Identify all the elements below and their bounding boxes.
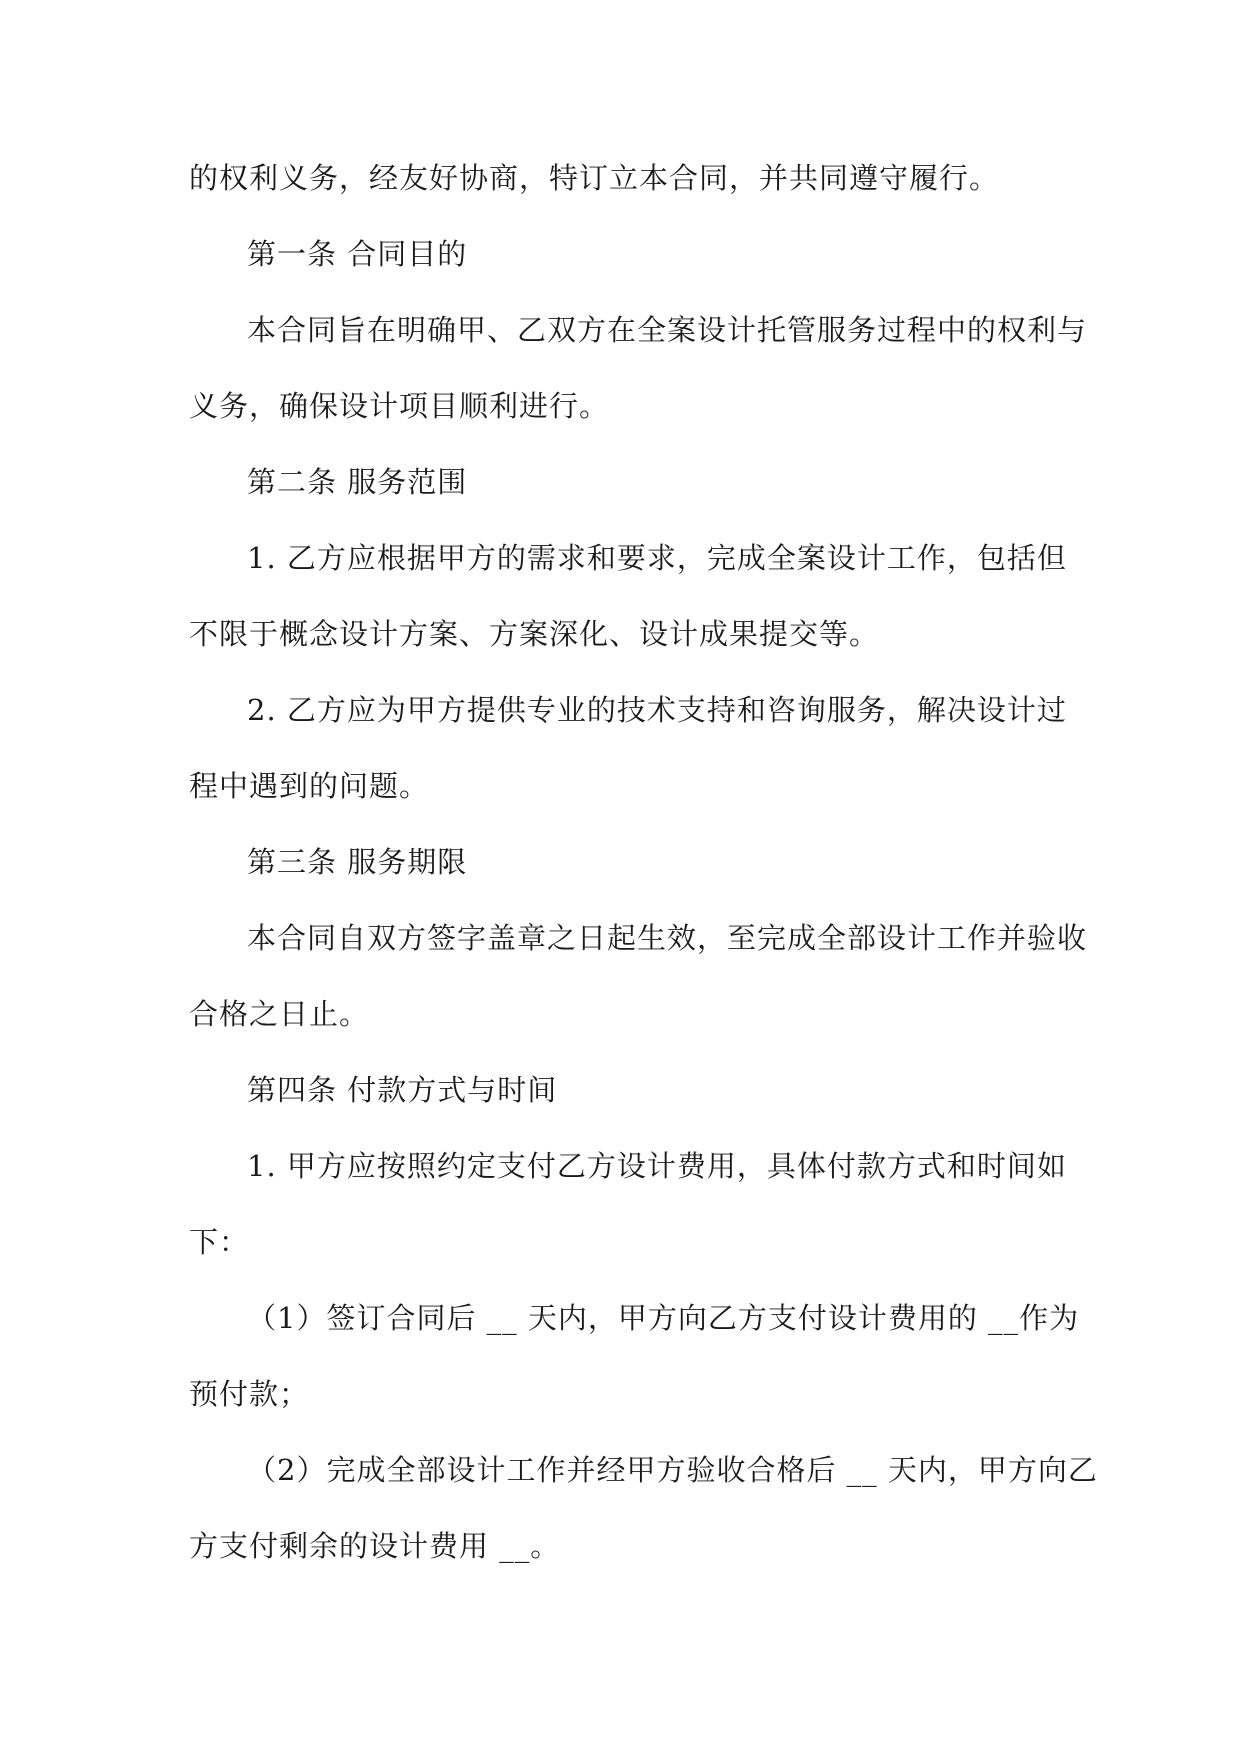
list-item: 1. 乙方应根据甲方的需求和要求，完成全案设计工作，包括但 <box>247 541 1067 575</box>
text-line: 的权利义务，经友好协商，特订立本合同，并共同遵守履行。 <box>189 161 1000 195</box>
list-item: 1. 甲方应按照约定支付乙方设计费用，具体付款方式和时间如 <box>247 1149 1067 1183</box>
text-line: 方支付剩余的设计费用 __。 <box>189 1529 561 1563</box>
text-line: 合格之日止。 <box>189 997 370 1031</box>
text-line: 预付款； <box>189 1377 310 1411</box>
text-line: 本合同自双方签字盖章之日起生效，至完成全部设计工作并验收 <box>247 921 1088 955</box>
sub-item: （1）签订合同后 __ 天内，甲方向乙方支付设计费用的 __作为 <box>247 1301 1080 1335</box>
article-heading: 第四条 付款方式与时间 <box>247 1073 558 1107</box>
text-line: 不限于概念设计方案、方案深化、设计成果提交等。 <box>189 617 880 651</box>
article-heading: 第二条 服务范围 <box>247 465 468 499</box>
list-item: 2. 乙方应为甲方提供专业的技术支持和咨询服务，解决设计过 <box>247 693 1067 727</box>
article-heading: 第三条 服务期限 <box>247 845 468 879</box>
document-body <box>189 140 1098 1584</box>
sub-item: （2）完成全部设计工作并经甲方验收合格后 __ 天内，甲方向乙 <box>247 1453 1098 1487</box>
text-line: 本合同旨在明确甲、乙双方在全案设计托管服务过程中的权利与 <box>247 313 1088 347</box>
article-heading: 第一条 合同目的 <box>247 237 468 271</box>
text-line: 程中遇到的问题。 <box>189 769 430 803</box>
text-line: 义务，确保设计项目顺利进行。 <box>189 389 610 423</box>
text-line: 下： <box>189 1225 250 1259</box>
